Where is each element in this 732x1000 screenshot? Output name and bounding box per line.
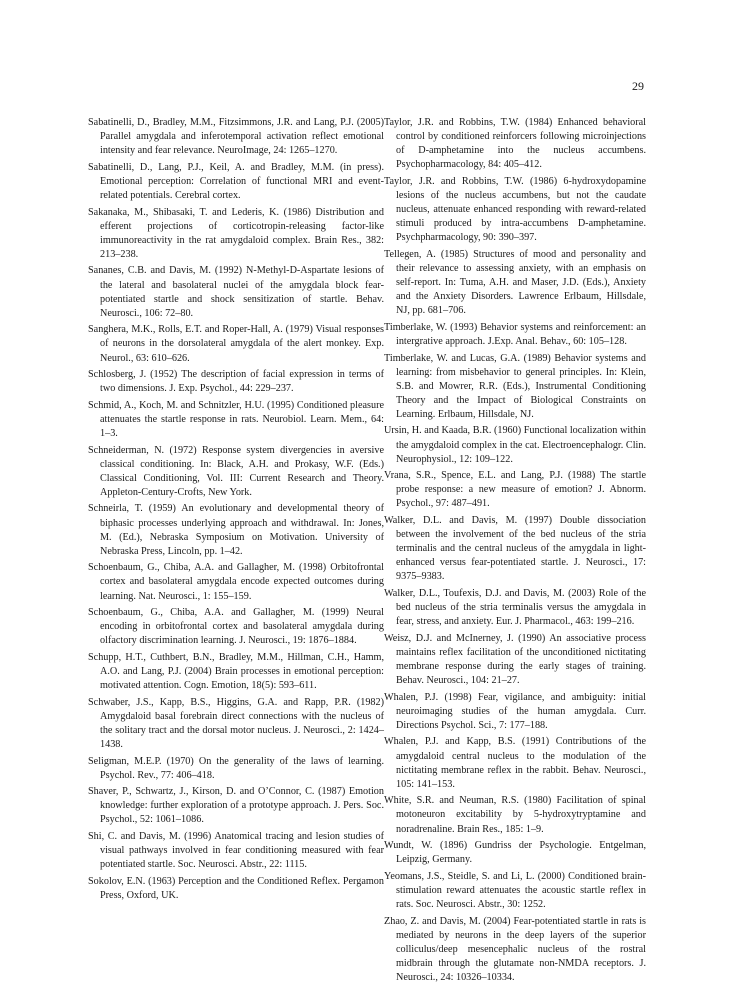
reference-entry: Schoenbaum, G., Chiba, A.A. and Gallagher, M. (1998) Orbitofrontal cortex and basolateral amygdala encode expected outcomes during learning. Nat. Neurosci., 1: 155–159. — [88, 562, 384, 602]
reference-entry: Weisz, D.J. and McInerney, J. (1990) An associative process maintains reflex facilitation of the unconditioned nictitating membrane response during the early stages of training. Behav. Neurosci., 104: 21–27. — [384, 632, 646, 687]
reference-entry: Ursin, H. and Kaada, B.R. (1960) Functional localization within the amygdaloid complex in the cat. Electroencephalogr. Clin. Neurophysiol., 12: 109–122. — [384, 425, 646, 465]
reference-entry: Wundt, W. (1896) Gundriss der Psychologie. Entgelman, Leipzig, Germany. — [384, 840, 646, 866]
reference-entry: White, S.R. and Neuman, R.S. (1980) Facilitation of spinal motoneuron excitability by 5-hydroxytryptamine and noradrenaline. Brain Res., 185: 1–9. — [384, 795, 646, 835]
reference-entry: Sanghera, M.K., Rolls, E.T. and Roper-Hall, A. (1979) Visual responses of neurons in the dorsolateral amygdala of the alert monkey. Exp. Neurol., 63: 610–626. — [88, 324, 384, 364]
reference-entry: Tellegen, A. (1985) Structures of mood and personality and their relevance to assessing anxiety, with an emphasis on self-report. In: Tuma, A.H. and Maser, J.D. (Eds.), Anxiety and the Anxiety Disorders. Lawrence Erlbaum, Hillsdale, NJ, pp. 681–706. — [384, 248, 646, 317]
reference-entry: Schoenbaum, G., Chiba, A.A. and Gallagher, M. (1999) Neural encoding in orbitofrontal cortex and basolateral amygdala during olfactory discrimination learning. J. Neurosci., 19: 1876–1884. — [88, 607, 384, 647]
reference-entry: Timberlake, W. (1993) Behavior systems and reinforcement: an intergrative approach. J.Exp. Anal. Behav., 60: 105–128. — [384, 321, 646, 347]
reference-entry: Seligman, M.E.P. (1970) On the generality of the laws of learning. Psychol. Rev., 77: 406–418. — [88, 755, 384, 781]
reference-entry: Schlosberg, J. (1952) The description of facial expression in terms of two dimensions. J. Exp. Psychol., 44: 229–237. — [88, 369, 384, 395]
reference-entry: Schneiderman, N. (1972) Response system divergencies in aversive classical conditioning. In: Black, A.H. and Prokasy, W.F. (Eds.) Classical Conditioning, Vol. III: Current Research and Theory. Appleton-Century-Crofts, New York. — [88, 444, 384, 498]
reference-entry: Shaver, P., Schwartz, J., Kirson, D. and O’Connor, C. (1987) Emotion knowledge: further exploration of a prototype approach. J. Pers. Soc. Psychol., 52: 1061–1086. — [88, 786, 384, 826]
reference-entry: Walker, D.L., Toufexis, D.J. and Davis, M. (2003) Role of the bed nucleus of the stria terminalis versus the amygdala in fear, stress, and anxiety. Eur. J. Pharmacol., 463: 199–216. — [384, 588, 646, 628]
reference-entry: Schmid, A., Koch, M. and Schnitzler, H.U. (1995) Conditioned pleasure attenuates the startle response in rats. Neurobiol. Learn. Mem., 64: 1–3. — [88, 399, 384, 439]
reference-entry: Whalen, P.J. (1998) Fear, vigilance, and ambiguity: initial neuroimaging studies of the human amygdala. Curr. Directions Psychol. Sci., 7: 177–188. — [384, 691, 646, 731]
reference-entry: Schneirla, T. (1959) An evolutionary and developmental theory of biphasic processes underlying approach and withdrawal. In: Jones, M. (Ed.), Nebraska Symposium on Motivation. University of Nebraska Press, Lincoln, pp. 1–42. — [88, 503, 384, 557]
reference-entry: Whalen, P.J. and Kapp, B.S. (1991) Contributions of the amygdaloid central nucleus to the modulation of the nictitating membrane reflex in the rabbit. Behav. Neurosci., 105: 141–153. — [384, 736, 646, 790]
reference-entry: Sabatinelli, D., Bradley, M.M., Fitzsimmons, J.R. and Lang, P.J. (2005) Parallel amygdala and inferotemporal activation reflect emotional intensity and fear relevance. NeuroImage, 24: 1265–1270. — [88, 117, 384, 157]
reference-entry: Shi, C. and Davis, M. (1996) Anatomical tracing and lesion studies of visual pathways involved in fear conditioning measured with fear potentiated startle. Soc. Neurosci. Abstr., 22: 1115. — [88, 831, 384, 871]
reference-entry: Sabatinelli, D., Lang, P.J., Keil, A. and Bradley, M.M. (in press). Emotional perception: Correlation of functional MRI and event-related potentials. Cerebral cortex. — [88, 161, 384, 201]
reference-entry: Taylor, J.R. and Robbins, T.W. (1984) Enhanced behavioral control by conditioned reinforcers following microinjections of D-amphetamine into the nucleus accumbens. Psychopharmacology, 84: 405–412. — [384, 117, 646, 171]
reference-entry: Walker, D.L. and Davis, M. (1997) Double dissociation between the involvement of the bed nucleus of the stria terminalis and the central nucleus of the amygdala in light-enhanced versus fear-potentiated startle. J. Neurosci., 17: 9375–9383. — [384, 515, 646, 583]
reference-entry: Zhao, Z. and Davis, M. (2004) Fear-potentiated startle in rats is mediated by neurons in the deep layers of the superior colliculus/deep mesencephalic nucleus of the rostral midbrain through the glutamate non-NMDA receptors. J. Neurosci., 24: 10326–10334. — [384, 915, 646, 983]
reference-entry: Sananes, C.B. and Davis, M. (1992) N-Methyl-D-Aspartate lesions of the lateral and basolateral nuclei of the amygdala block fear-potentiated startle and shock sensitization of startle. Behav. Neurosci., 106: 72–80. — [88, 265, 384, 319]
reference-entry: Sokolov, E.N. (1963) Perception and the Conditioned Reflex. Pergamon Press, Oxford, UK. — [88, 875, 384, 901]
reference-entry: Timberlake, W. and Lucas, G.A. (1989) Behavior systems and learning: from misbehavior to general principles. In: Klein, S.B. and Mowrer, R.R. (Eds.), Instrumental Conditioning Theory and the Impact of Biological Constraints on Learning. Erlbaum, Hillsdale, NJ. — [384, 352, 646, 420]
reference-entry: Sakanaka, M., Shibasaki, T. and Lederis, K. (1986) Distribution and efferent projections of corticotropin-releasing factor-like immunoreactivity in the rat amygdaloid complex. Brain Res., 382: 213–238. — [88, 206, 384, 260]
reference-entry: Vrana, S.R., Spence, E.L. and Lang, P.J. (1988) The startle probe response: a new measure of emotion? J. Abnorm. Psychol., 97: 487–491. — [384, 470, 646, 510]
references-left-column — [88, 116, 384, 905]
reference-entry: Taylor, J.R. and Robbins, T.W. (1986) 6-hydroxydopamine lesions of the nucleus accumbens, but not the caudate nucleus, attenuate enhanced responding with reward-related stimuli produced by intra-accumbens D-amphetamine. Psychpharmacology, 90: 390–397. — [384, 175, 646, 244]
references-right-column — [384, 116, 646, 988]
reference-entry: Schupp, H.T., Cuthbert, B.N., Bradley, M.M., Hillman, C.H., Hamm, A.O. and Lang, P.J. (2004) Brain processes in emotional perception: motivated attention. Cogn. Emotion, 18(5): 593–611. — [88, 651, 384, 692]
page-number: 29 — [632, 79, 644, 93]
reference-entry: Schwaber, J.S., Kapp, B.S., Higgins, G.A. and Rapp, P.R. (1982) Amygdaloid basal forebrain direct connections with the nucleus of the solitary tract and the dorsal motor nucleus. J. Neurosci., 2: 1424–1438. — [88, 696, 384, 750]
reference-entry: Yeomans, J.S., Steidle, S. and Li, L. (2000) Conditioned brain-stimulation reward attenuates the acoustic startle reflex in rats. Soc. Neurosci. Abstr., 30: 1252. — [384, 870, 646, 910]
